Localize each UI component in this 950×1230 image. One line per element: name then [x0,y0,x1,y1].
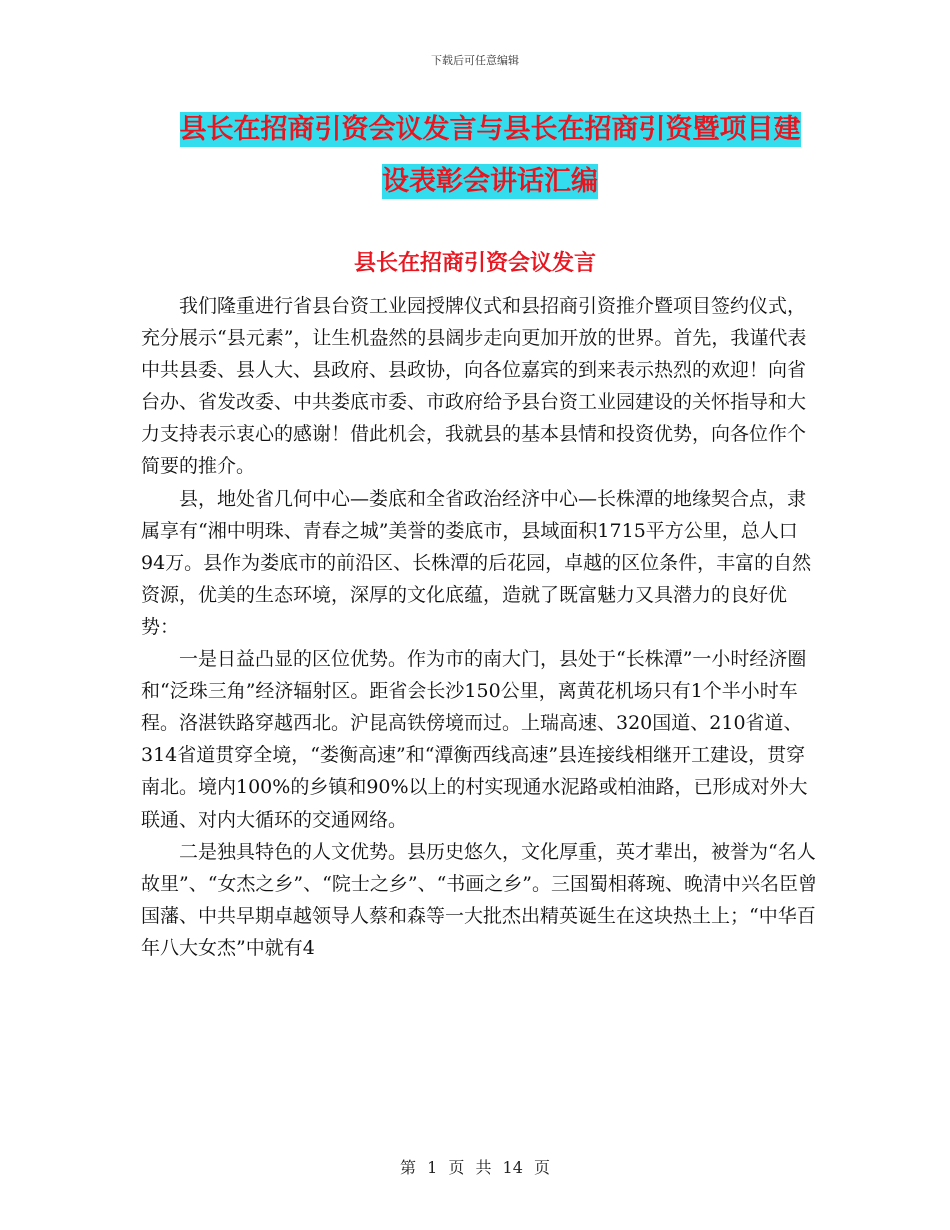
paragraph: 县，地处省几何中心—娄底和全省政治经济中心—长株潭的地缘契合点，隶属享有“湘中明珠、青春之城”美誉的娄底市，县域面积1715平方公里，总人口94万。县作为娄底市的前沿区、长株潭的后花园，卓越的区位条件，丰富的自然资源，优美的生态环境，深厚的文化底蕴，造就了既富魅力又具潜力的良好优势： [141,487,812,638]
document-title [120,104,860,208]
page-footer: 第 1 页 共 14 页 [400,1158,550,1177]
paragraph: 二是独具特色的人文优势。县历史悠久，文化厚重，英才辈出，被誉为“名人故里”、“女杰之乡”、“院士之乡”、“书画之乡”。三国蜀相蒋琬、晚清中兴名臣曾国藩、中共早期卓越领导人蔡和森等一大批杰出精英诞生在这块热土上；“中华百年八大女杰”中就有4 [141,840,817,959]
paragraph: 一是日益凸显的区位优势。作为市的南大门，县处于“长株潭”一小时经济圈和“泛珠三角”经济辐射区。距省会长沙150公里，离黄花机场只有1个半小时车程。洛湛铁路穿越西北。沪昆高铁傍境而过。上瑞高速、320国道、210省道、314省道贯穿全境，“娄衡高速”和“潭衡西线高速”县连接线相继开工建设，贯穿南北。境内100%的乡镇和90%以上的村实现通水泥路或柏油路，已形成对外大联通、对内大循环的交通网络。 [141,648,808,831]
body-text [141,290,821,964]
title-line-2: 设表彰会讲话汇编 [382,166,598,197]
title-line-1: 县长在招商引资会议发言与县长在招商引资暨项目建 [179,114,801,145]
section-title: 县长在招商引资会议发言 [353,250,596,276]
paragraph: 我们隆重进行省县台资工业园授牌仪式和县招商引资推介暨项目签约仪式，充分展示“县元素”，让生机盎然的县阔步走向更加开放的世界。首先，我谨代表中共县委、县人大、县政府、县政协，向各位嘉宾的到来表示热烈的欢迎！向省台办、省发改委、中共娄底市委、市政府给予县台资工业园建设的关怀指导和大力支持表示衷心的感谢！借此机会，我就县的基本县情和投资优势，向各位作个简要的推介。 [141,295,807,478]
header-note: 下载后可任意编辑 [431,54,519,67]
